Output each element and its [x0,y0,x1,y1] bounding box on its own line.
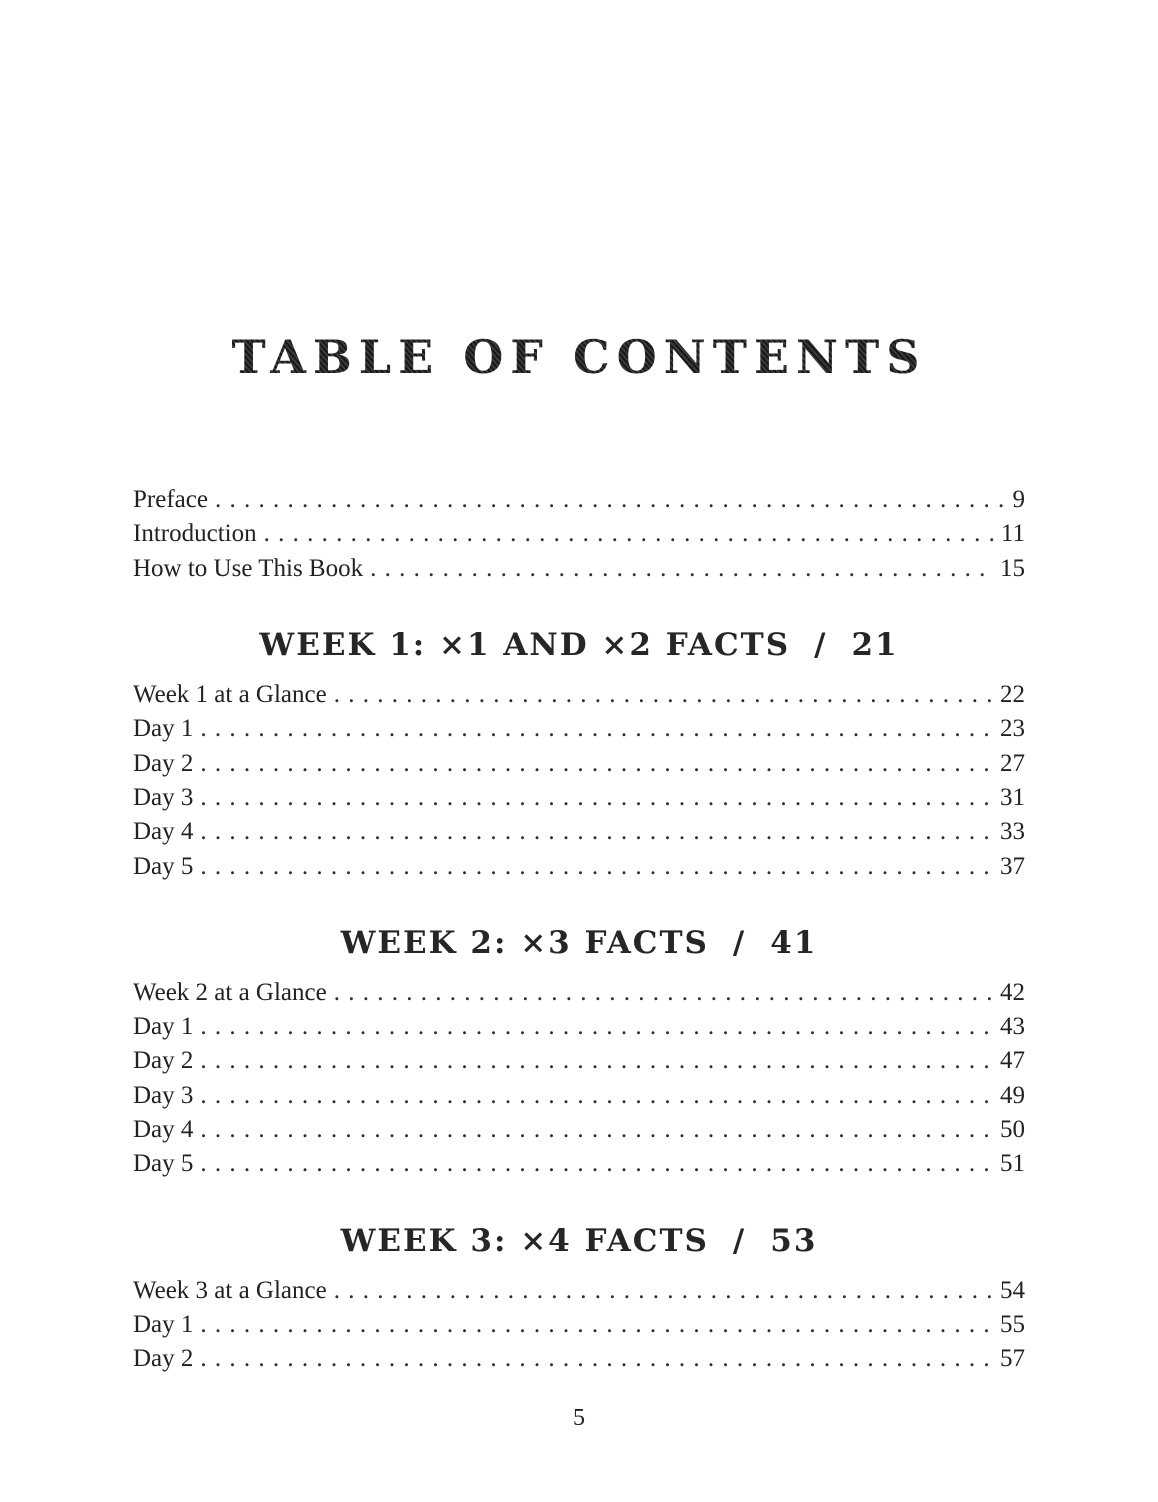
toc-entry-label: Day 2 [133,1047,194,1075]
toc-entry [133,1308,1025,1342]
dot-leader [200,1044,995,1078]
toc-entry-page: 43 [1000,1013,1025,1041]
toc-entry-label: Day 4 [133,1116,194,1144]
toc-entry-page: 49 [1000,1081,1025,1109]
dot-leader [334,678,995,712]
dot-leader [200,1147,995,1181]
toc-entry-page: 47 [1000,1047,1025,1075]
toc-entry [133,850,1025,884]
toc-entry [133,1274,1025,1308]
toc-entry-label: Day 4 [133,818,194,846]
toc-entry [133,712,1025,746]
toc-entry [133,747,1025,781]
toc-entry [133,781,1025,815]
toc-entry [133,1147,1025,1181]
toc-entry-page: 23 [1000,715,1025,743]
toc-entry [133,1010,1025,1044]
toc-entry-page: 9 [1012,486,1025,514]
dot-leader [200,747,995,781]
section-heading-text: WEEK 2: ×3 FACTS [340,924,709,961]
toc-entry-label: Day 2 [133,749,194,777]
toc-entry [133,552,1025,586]
page-number: 5 [573,1405,585,1431]
section-heading-separator: / [732,1222,747,1259]
section-heading-week-3 [133,1218,1025,1264]
dot-leader [334,1274,995,1308]
section-heading-text: WEEK 3: ×4 FACTS [340,1222,709,1259]
toc-entry-label: Day 3 [133,1081,194,1109]
dot-leader [200,1079,995,1113]
toc-entry-page: 11 [1000,520,1025,548]
dot-leader [200,781,995,815]
dot-leader [334,976,995,1010]
section-heading-text: WEEK 1: ×1 AND ×2 FACTS [259,627,791,664]
toc-entry [133,1113,1025,1147]
toc-entry-page: 51 [1000,1150,1025,1178]
toc-entry-label: Week 3 at a Glance [133,1276,327,1304]
toc-entry-label: Day 3 [133,783,194,811]
toc-entry [133,678,1025,712]
dot-leader [200,1342,995,1376]
toc-entry-page: 33 [1000,818,1025,846]
toc-entry-page: 54 [1000,1276,1025,1304]
section-heading-separator: / [814,627,828,664]
toc-entry [133,815,1025,849]
dot-leader [200,712,995,746]
page-title: TABLE OF CONTENTS [0,330,1158,385]
table-of-contents [0,483,1158,1376]
toc-entry [133,1044,1025,1078]
toc-entry [133,1079,1025,1113]
toc-entry [133,483,1025,517]
dot-leader [200,850,995,884]
toc-entry-label: Day 1 [133,1013,194,1041]
toc-entry-page: 42 [1000,978,1025,1006]
toc-entry-page: 50 [1000,1116,1025,1144]
section-heading-page: 41 [770,924,818,961]
toc-entry-label: Introduction [133,520,257,548]
toc-entry-page: 55 [1000,1310,1025,1338]
toc-entry-label: Day 5 [133,852,194,880]
toc-entry-label: Week 1 at a Glance [133,681,327,709]
toc-entry-page: 27 [1000,749,1025,777]
toc-entry [133,976,1025,1010]
dot-leader [215,483,1008,517]
dot-leader [200,815,995,849]
toc-entry-label: Week 2 at a Glance [133,978,327,1006]
dot-leader [200,1308,995,1342]
toc-entry-label: How to Use This Book [133,554,364,582]
dot-leader [200,1113,995,1147]
toc-entry-page: 31 [1000,783,1025,811]
dot-leader [370,552,995,586]
toc-entry-label: Preface [133,486,208,514]
toc-entry-page: 37 [1000,852,1025,880]
dot-leader [200,1010,995,1044]
section-heading-separator: / [732,924,747,961]
section-heading-week-1 [133,622,1025,668]
toc-entry-label: Day 1 [133,1310,194,1338]
section-heading-week-2 [133,920,1025,966]
section-heading-page: 53 [770,1222,818,1259]
toc-entry-page: 57 [1000,1345,1025,1373]
dot-leader [264,517,996,551]
toc-entry-page: 22 [1000,681,1025,709]
toc-entry [133,517,1025,551]
toc-entry [133,1342,1025,1376]
section-heading-page: 21 [851,627,899,664]
toc-entry-label: Day 2 [133,1345,194,1373]
toc-entry-page: 15 [1000,554,1025,582]
toc-entry-label: Day 1 [133,715,194,743]
toc-entry-label: Day 5 [133,1150,194,1178]
